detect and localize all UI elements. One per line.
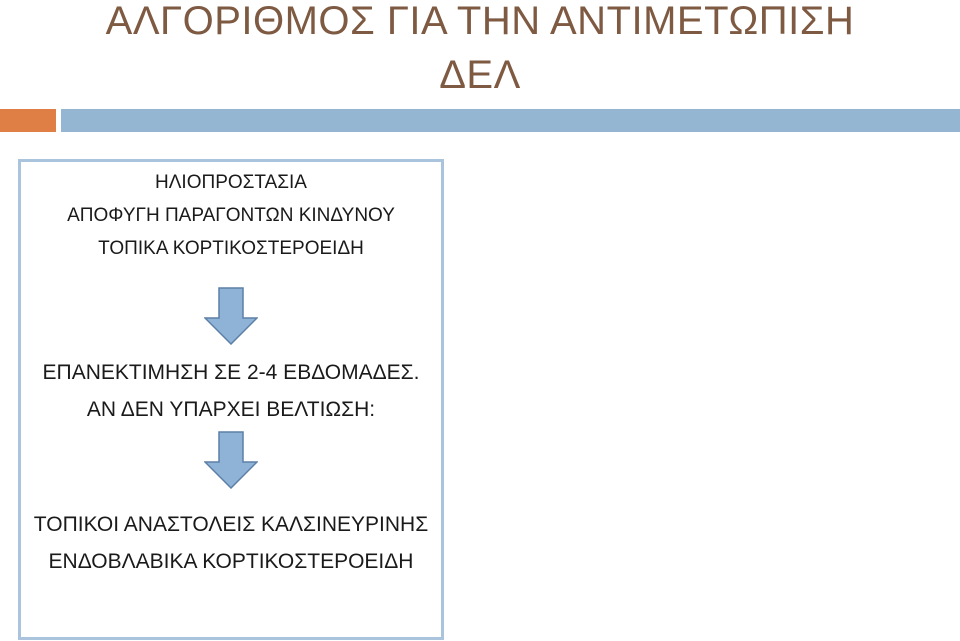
step1-line-1: ΗΛΙΟΠΡΟΣΤΑΣΙΑ — [155, 172, 307, 193]
step3-line-1: ΤΟΠΙΚΟΙ ΑΝΑΣΤΟΛΕΙΣ ΚΑΛΣΙΝΕΥΡΙΝΗΣ — [33, 513, 429, 536]
title-line-1: ΑΛΓΟΡΙΘΜΟΣ ΓΙΑ ΤΗΝ ΑΝΤΙΜΕΤΩΠΙΣΗ — [105, 0, 855, 43]
step1-line-2: ΑΠΟΦΥΓΗ ΠΑΡΑΓΟΝΤΩΝ ΚΙΝΔΥΝΟΥ — [67, 205, 395, 226]
accent-bar-orange — [0, 109, 56, 132]
down-arrow-icon — [204, 287, 258, 345]
step2-line-1: ΕΠΑΝΕΚΤΙΜΗΣΗ ΣΕ 2-4 ΕΒΔΟΜΑΔΕΣ. — [42, 361, 420, 384]
slide-title — [40, 0, 920, 102]
step2-line-2: ΑΝ ΔΕΝ ΥΠΑΡΧΕΙ ΒΕΛΤΙΩΣΗ: — [86, 398, 376, 421]
step1-line-3: ΤΟΠΙΚΑ ΚΟΡΤΙΚΟΣΤΕΡΟΕΙΔΗ — [98, 238, 364, 259]
algorithm-box — [18, 159, 444, 640]
accent-bar-blue — [61, 109, 960, 132]
step3-line-2: ΕΝΔΟΒΛΑΒΙΚΑ ΚΟΡΤΙΚΟΣΤΕΡΟΕΙΔΗ — [48, 550, 414, 573]
down-arrow-icon — [204, 431, 258, 489]
title-line-2: ΔΕΛ — [439, 53, 521, 97]
